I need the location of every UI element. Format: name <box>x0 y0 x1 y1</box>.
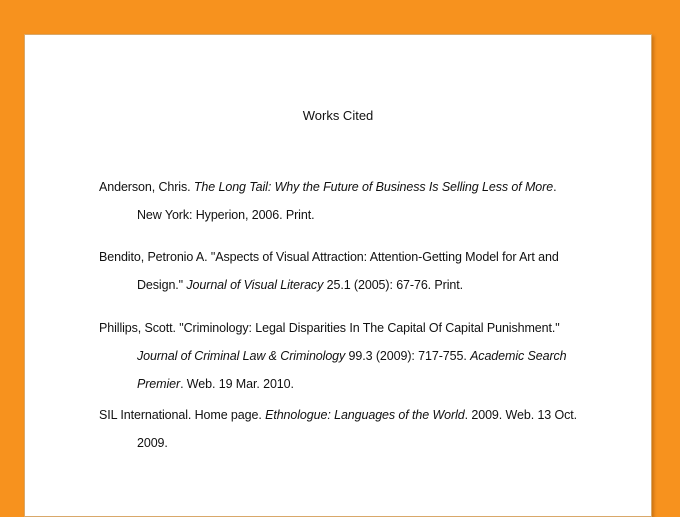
citation-entry <box>99 173 599 229</box>
document-page <box>24 34 652 517</box>
citation-title: The Long Tail: Why the Future of Business Is Selling Less of More <box>193 180 554 194</box>
citation-line <box>99 314 599 342</box>
citation-line <box>99 243 599 271</box>
citation-text: SIL International. Home page. <box>99 408 266 422</box>
citation-line <box>99 342 599 370</box>
citation-entry <box>99 314 599 398</box>
citation-text: 2009. <box>137 436 168 450</box>
citation-database: Premier <box>137 377 181 391</box>
page-title: Works Cited <box>302 108 374 123</box>
citation-line <box>99 429 599 457</box>
citation-line <box>99 401 599 429</box>
citation-entry <box>99 243 599 299</box>
citation-text: 99.3 (2009): 717-755. <box>345 349 471 363</box>
citation-title: Ethnologue: Languages of the World <box>265 408 465 422</box>
citation-journal: Journal of Visual Literacy <box>186 278 324 292</box>
citation-line <box>99 271 599 299</box>
citation-text: Design." <box>137 278 187 292</box>
citation-entry <box>99 401 599 457</box>
citation-text: Phillips, Scott. "Criminology: Legal Disparities In The Capital Of Capital Punishment." <box>99 321 560 335</box>
citation-text: New York: Hyperion, 2006. Print. <box>137 208 315 222</box>
citation-text: 25.1 (2005): 67-76. Print. <box>323 278 463 292</box>
citation-database: Academic Search <box>470 349 567 363</box>
citation-journal: Journal of Criminal Law & Criminology <box>137 349 346 363</box>
citation-text: Anderson, Chris. <box>99 180 194 194</box>
citation-line <box>99 201 599 229</box>
citation-text: Bendito, Petronio A. "Aspects of Visual Attraction: Attention-Getting Model for Art and <box>99 250 559 264</box>
citation-text: . 2009. Web. 13 Oct. <box>464 408 578 422</box>
citation-text: . Web. 19 Mar. 2010. <box>180 377 294 391</box>
citation-line <box>99 173 599 201</box>
citation-line <box>99 370 599 398</box>
citation-text: . <box>553 180 557 194</box>
